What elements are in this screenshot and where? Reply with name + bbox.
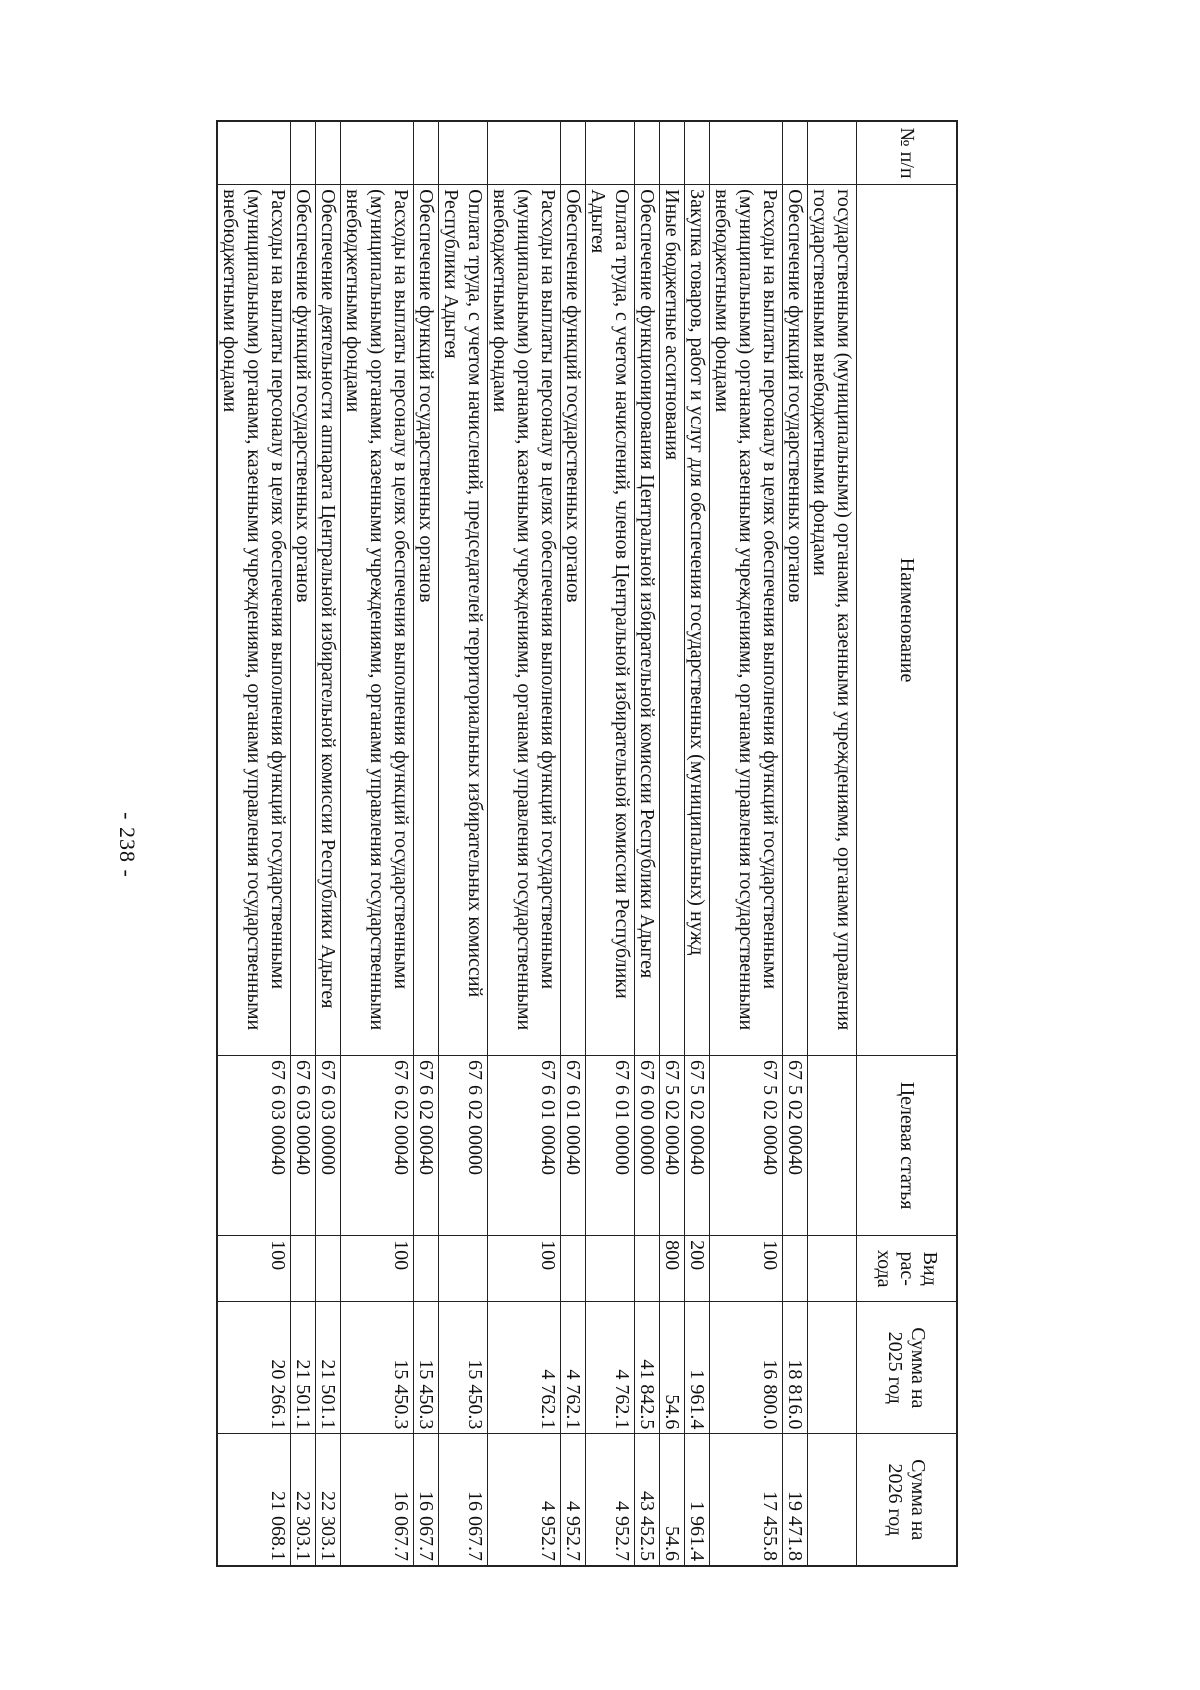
table-header-row [857, 121, 958, 1566]
cell-sum-2025: 15 450.3 [414, 1302, 439, 1434]
cell-name: Обеспечение деятельности аппарата Центральной избирательной комиссии Республики Адыгея [316, 185, 341, 1056]
cell-expense-kind [291, 1236, 316, 1302]
cell-expense-kind [586, 1236, 635, 1302]
header-kind: Вид рас- хода [857, 1236, 958, 1302]
cell-sum-2025: 54.6 [660, 1302, 685, 1434]
cell-sum-2026: 16 067.7 [439, 1434, 488, 1566]
cell-sum-2025: 21 501.1 [316, 1302, 341, 1434]
table-row [783, 121, 808, 1566]
table-row [341, 121, 414, 1566]
cell-sum-2026: 22 303.1 [291, 1434, 316, 1566]
table-body [217, 121, 857, 1566]
cell-expense-kind [316, 1236, 341, 1302]
table-row [488, 121, 561, 1566]
header-sum-2025: Сумма на 2025 год [857, 1302, 958, 1434]
cell-expense-kind: 800 [660, 1236, 685, 1302]
cell-sum-2025: 41 842.5 [635, 1302, 660, 1434]
table-row [414, 121, 439, 1566]
cell-sum-2026: 54.6 [660, 1434, 685, 1566]
cell-name: Расходы на выплаты персоналу в целях обеспечения выполнения функций государственными (муниципальными) органами, казенными учреждениями, органами управления государственными внебюджетными фондами [217, 185, 291, 1056]
cell-sum-2025: 4 762.1 [488, 1302, 561, 1434]
cell-sum-2026: 19 471.8 [783, 1434, 808, 1566]
cell-sum-2025: 16 800.0 [710, 1302, 783, 1434]
header-name: Наименование [857, 185, 958, 1056]
cell-target-article [808, 1056, 857, 1236]
cell-sum-2025: 4 762.1 [561, 1302, 586, 1434]
header-num: № п/п [857, 121, 958, 185]
cell-sum-2025: 4 762.1 [586, 1302, 635, 1434]
cell-expense-kind: 100 [217, 1236, 291, 1302]
cell-sum-2025: 20 266.1 [217, 1302, 291, 1434]
table-row [808, 121, 857, 1566]
cell-sum-2025: 15 450.3 [439, 1302, 488, 1434]
cell-name: Обеспечение функционирования Центральной избирательной комиссии Республики Адыгея [635, 185, 660, 1056]
table-row [316, 121, 341, 1566]
cell-expense-kind [439, 1236, 488, 1302]
cell-name: Обеспечение функций государственных органов [561, 185, 586, 1056]
cell-name: Оплата труда, с учетом начислений, членов Центральной избирательной комиссии Республики Адыгея [586, 185, 635, 1056]
cell-target-article: 67 6 02 00000 [439, 1056, 488, 1236]
cell-name: Расходы на выплаты персоналу в целях обеспечения выполнения функций государственными (муниципальными) органами, казенными учреждениями, органами управления государственными внебюджетными фондами [710, 185, 783, 1056]
cell-expense-kind [783, 1236, 808, 1302]
cell-target-article: 67 5 02 00040 [783, 1056, 808, 1236]
cell-target-article: 67 6 02 00040 [341, 1056, 414, 1236]
table-row [586, 121, 635, 1566]
cell-num [561, 121, 586, 185]
cell-name: Обеспечение функций государственных органов [291, 185, 316, 1056]
cell-target-article: 67 6 03 00040 [217, 1056, 291, 1236]
cell-target-article: 67 6 02 00040 [414, 1056, 439, 1236]
cell-name: Расходы на выплаты персоналу в целях обеспечения выполнения функций государственными (муниципальными) органами, казенными учреждениями, органами управления государственными внебюджетными фондами [488, 185, 561, 1056]
cell-target-article: 67 5 02 00040 [660, 1056, 685, 1236]
table-row [217, 121, 291, 1566]
cell-expense-kind: 100 [488, 1236, 561, 1302]
table-row [635, 121, 660, 1566]
cell-target-article: 67 6 01 00040 [488, 1056, 561, 1236]
cell-name: Обеспечение функций государственных органов [414, 185, 439, 1056]
table-row [685, 121, 710, 1566]
cell-name: Обеспечение функций государственных органов [783, 185, 808, 1056]
cell-sum-2026: 21 068.1 [217, 1434, 291, 1566]
cell-target-article: 67 6 00 00000 [635, 1056, 660, 1236]
cell-target-article: 67 6 03 00040 [291, 1056, 316, 1236]
cell-name: Закупка товаров, работ и услуг для обеспечения государственных (муниципальных) нужд [685, 185, 710, 1056]
cell-sum-2026: 17 455.8 [710, 1434, 783, 1566]
cell-num [635, 121, 660, 185]
cell-sum-2026: 22 303.1 [316, 1434, 341, 1566]
cell-target-article: 67 6 01 00000 [586, 1056, 635, 1236]
cell-sum-2026: 4 952.7 [488, 1434, 561, 1566]
cell-sum-2026 [808, 1434, 857, 1566]
cell-target-article: 67 6 03 00000 [316, 1056, 341, 1236]
cell-name: Расходы на выплаты персоналу в целях обеспечения выполнения функций государственными (муниципальными) органами, казенными учреждениями, органами управления государственными внебюджетными фондами [341, 185, 414, 1056]
cell-name: государственными (муниципальными) органами, казенными учреждениями, органами управления государственными внебюджетными фондами [808, 185, 857, 1056]
cell-expense-kind [561, 1236, 586, 1302]
cell-target-article: 67 5 02 00040 [710, 1056, 783, 1236]
cell-expense-kind [808, 1236, 857, 1302]
table-row [439, 121, 488, 1566]
cell-num [316, 121, 341, 185]
cell-num [291, 121, 316, 185]
cell-num [660, 121, 685, 185]
cell-expense-kind: 100 [710, 1236, 783, 1302]
cell-expense-kind: 200 [685, 1236, 710, 1302]
cell-sum-2026: 4 952.7 [586, 1434, 635, 1566]
cell-num [586, 121, 635, 185]
cell-expense-kind [414, 1236, 439, 1302]
cell-num [783, 121, 808, 185]
cell-sum-2026: 1 961.4 [685, 1434, 710, 1566]
cell-num [685, 121, 710, 185]
cell-num [488, 121, 561, 185]
cell-target-article: 67 6 01 00040 [561, 1056, 586, 1236]
cell-sum-2025: 15 450.3 [341, 1302, 414, 1434]
table-row [561, 121, 586, 1566]
table-row [660, 121, 685, 1566]
header-target: Целевая статья [857, 1056, 958, 1236]
table-row [710, 121, 783, 1566]
cell-num [414, 121, 439, 185]
cell-target-article: 67 5 02 00040 [685, 1056, 710, 1236]
cell-name: Иные бюджетные ассигнования [660, 185, 685, 1056]
cell-sum-2025: 18 816.0 [783, 1302, 808, 1434]
cell-sum-2026: 16 067.7 [341, 1434, 414, 1566]
cell-sum-2026: 4 952.7 [561, 1434, 586, 1566]
budget-table [216, 120, 958, 1567]
cell-sum-2025: 21 501.1 [291, 1302, 316, 1434]
cell-num [439, 121, 488, 185]
table-row [291, 121, 316, 1566]
cell-num [341, 121, 414, 185]
header-sum-2026: Сумма на 2026 год [857, 1434, 958, 1566]
cell-num [808, 121, 857, 185]
cell-sum-2026: 16 067.7 [414, 1434, 439, 1566]
cell-num [217, 121, 291, 185]
cell-sum-2025 [808, 1302, 857, 1434]
cell-expense-kind: 100 [341, 1236, 414, 1302]
cell-sum-2025: 1 961.4 [685, 1302, 710, 1434]
cell-num [710, 121, 783, 185]
page-number: - 238 - [115, 812, 140, 878]
cell-sum-2026: 43 452.5 [635, 1434, 660, 1566]
cell-name: Оплата труда, с учетом начислений, председателей территориальных избирательных комиссий Республики Адыгея [439, 185, 488, 1056]
cell-expense-kind [635, 1236, 660, 1302]
